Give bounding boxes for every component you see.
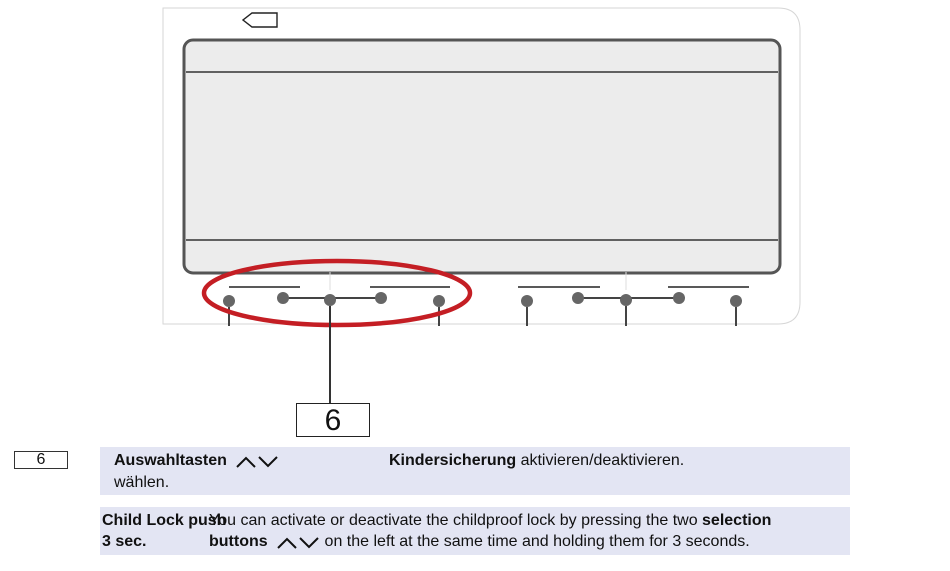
row1-heading: Auswahltasten bbox=[114, 452, 227, 469]
row2-desc-line1 bbox=[209, 511, 771, 531]
row2-desc-line2 bbox=[209, 532, 750, 553]
row1-function-rest: aktivieren/deaktivieren. bbox=[516, 452, 685, 469]
selection-button-5[interactable] bbox=[433, 295, 445, 307]
row2-label-line1: Child Lock push bbox=[102, 512, 227, 529]
right-button-2[interactable] bbox=[572, 292, 584, 304]
chevron-up-icon bbox=[276, 536, 298, 550]
chevron-up-icon bbox=[235, 455, 257, 469]
right-button-group bbox=[518, 287, 749, 326]
row2-desc-line2-rest: on the left at the same time and holding them for 3 seconds. bbox=[320, 533, 750, 550]
selection-arrows-2 bbox=[276, 533, 320, 553]
chevron-down-icon bbox=[257, 455, 279, 469]
right-button-4[interactable] bbox=[673, 292, 685, 304]
selection-button-4[interactable] bbox=[375, 292, 387, 304]
row1-heading-line bbox=[114, 451, 279, 472]
row1-function bbox=[389, 451, 684, 471]
display-panel bbox=[184, 40, 780, 273]
selection-arrows bbox=[235, 452, 279, 472]
right-button-3[interactable] bbox=[620, 294, 632, 306]
table-row-english bbox=[100, 507, 850, 555]
row2-label-line2: 3 sec. bbox=[102, 533, 147, 550]
table-row-german bbox=[36, 447, 850, 495]
callout-number-label: 6 bbox=[296, 403, 370, 437]
row1-function-bold: Kindersicherung bbox=[389, 452, 517, 469]
row2-desc-line1-start: You can activate or deactivate the childproof lock by pressing the two bbox=[209, 512, 703, 529]
right-button-5[interactable] bbox=[730, 295, 742, 307]
selection-button-1[interactable] bbox=[223, 295, 235, 307]
back-tab-icon bbox=[243, 13, 277, 27]
selection-button-2[interactable] bbox=[277, 292, 289, 304]
row2-desc-line2-bold: buttons bbox=[209, 533, 268, 550]
chevron-down-icon bbox=[298, 536, 320, 550]
row2-desc-line1-bold: selection bbox=[702, 512, 772, 529]
selection-button-3[interactable] bbox=[324, 294, 336, 306]
key-number-badge: 6 bbox=[14, 451, 68, 469]
row1-continuation: wählen. bbox=[114, 474, 170, 491]
right-button-1[interactable] bbox=[521, 295, 533, 307]
